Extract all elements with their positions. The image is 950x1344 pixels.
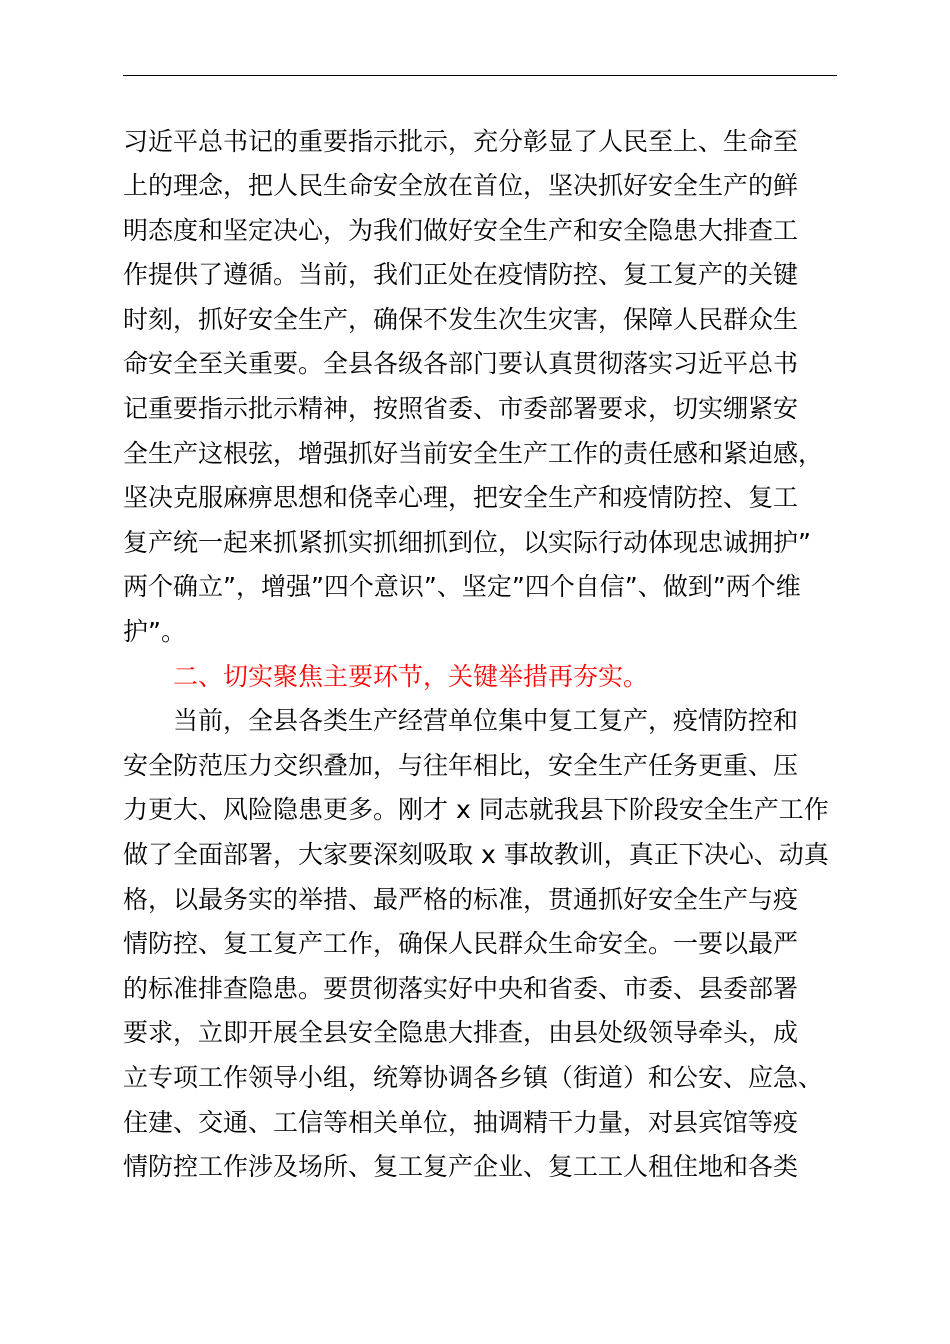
paragraph-1-line: 时刻，抓好安全生产，确保不发生次生灾害，保障人民群众生: [123, 305, 799, 334]
paragraph-2-line: 立专项工作领导小组，统筹协调各乡镇（街道）和公安、应急、: [123, 1063, 824, 1092]
paragraph-2-line: 安全防范压力交织叠加，与往年相比，安全生产任务更重、压: [123, 751, 799, 780]
paragraph-2-line: 情防控、复工复产工作，确保人民群众生命安全。一要以最严: [123, 929, 799, 958]
paragraph-2-line: 住建、交通、工信等相关单位，抽调精干力量，对县宾馆等疫: [123, 1108, 799, 1137]
paragraph-2-line: 的标准排查隐患。要贯彻落实好中央和省委、市委、县委部署: [123, 974, 799, 1003]
section-heading: 二、切实聚焦主要环节，关键举措再夯实。: [173, 662, 649, 691]
paragraph-2-line: 要求，立即开展全县安全隐患大排查，由县处级领导牵头，成: [123, 1018, 799, 1047]
header-rule: [123, 75, 837, 76]
paragraph-2-line: 格，以最务实的举措、最严格的标准，贯通抓好安全生产与疫: [123, 885, 799, 914]
paragraph-1-line: 命安全至关重要。全县各级各部门要认真贯彻落实习近平总书: [123, 349, 799, 378]
paragraph-1-line: 上的理念，把人民生命安全放在首位，坚决抓好安全生产的鲜: [123, 171, 799, 200]
paragraph-1-line: 坚决克服麻痹思想和侥幸心理，把安全生产和疫情防控、复工: [123, 483, 799, 512]
paragraph-1-line: 习近平总书记的重要指示批示，充分彰显了人民至上、生命至: [123, 127, 799, 156]
paragraph-2-line: 当前，全县各类生产经营单位集中复工复产，疫情防控和: [173, 706, 799, 735]
paragraph-2-line: 力更大、风险隐患更多。刚才 x 同志就我县下阶段安全生产工作: [123, 795, 829, 824]
paragraph-1-line: 两个确立”，增强”四个意识”、坚定”四个自信”、做到”两个维: [123, 572, 801, 601]
paragraph-1-line: 复产统一起来抓紧抓实抓细抓到位，以实际行动体现忠诚拥护”: [123, 528, 811, 557]
paragraph-1-line: 明态度和坚定决心，为我们做好安全生产和安全隐患大排查工: [123, 216, 799, 245]
paragraph-1-line: 全生产这根弦，增强抓好当前安全生产工作的责任感和紧迫感，: [123, 439, 824, 468]
paragraph-1-line: 护”。: [123, 617, 186, 646]
paragraph-1-line: 记重要指示批示精神，按照省委、市委部署要求，切实绷紧安: [123, 394, 799, 423]
paragraph-1-line: 作提供了遵循。当前，我们正处在疫情防控、复工复产的关键: [123, 260, 799, 289]
paragraph-2-line: 做了全面部署，大家要深刻吸取 x 事故教训，真正下决心、动真: [123, 840, 829, 869]
paragraph-2-line: 情防控工作涉及场所、复工复产企业、复工工人租住地和各类: [123, 1152, 799, 1181]
